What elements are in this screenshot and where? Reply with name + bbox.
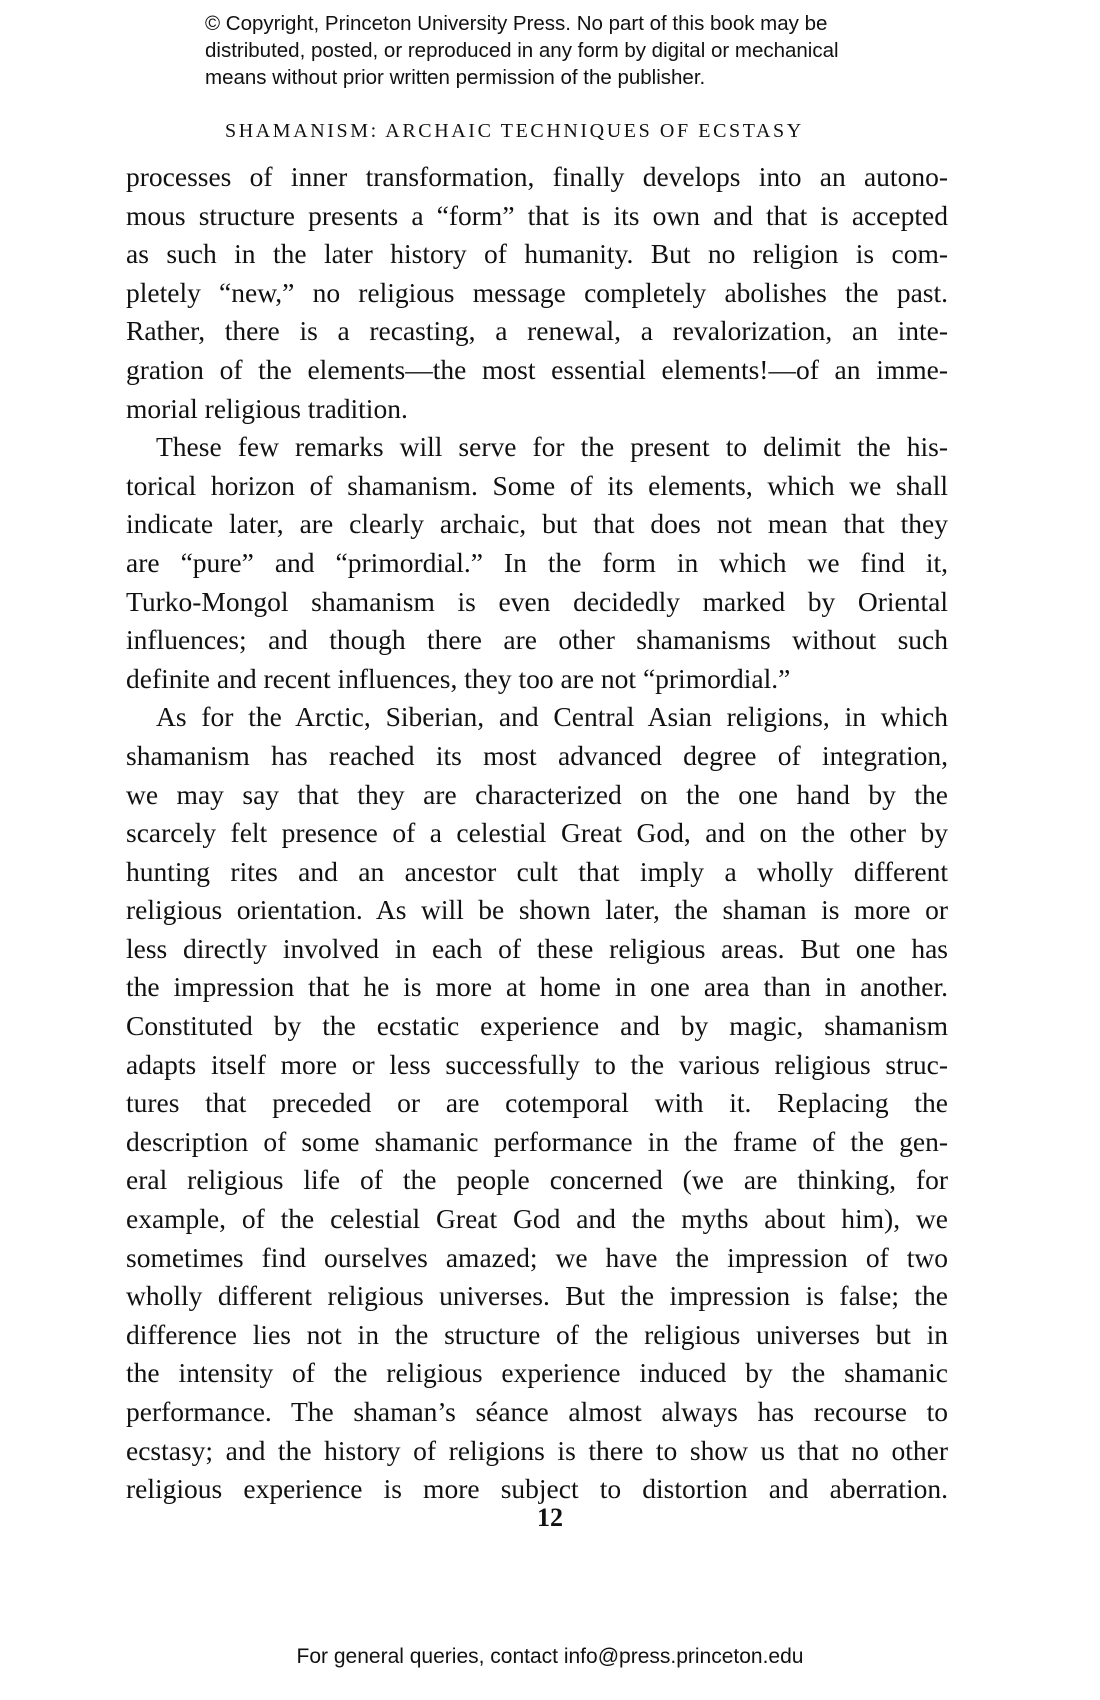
text-line: influences; and though there are other shamanisms without such — [126, 624, 948, 656]
text-line: ecstasy; and the history of religions is there to show us that no other — [126, 1434, 948, 1466]
text-line: pletely “new,” no religious message completely abolishes the past. — [126, 276, 948, 308]
running-head: SHAMANISM: ARCHAIC TECHNIQUES OF ECSTASY — [225, 120, 804, 142]
text-line: the intensity of the religious experience induced by the shamanic — [126, 1357, 948, 1389]
text-line: description of some shamanic performance in the frame of the gen- — [126, 1125, 948, 1157]
text-line: we may say that they are characterized on the one hand by the — [126, 778, 948, 810]
text-line: sometimes find ourselves amazed; we have the impression of two — [126, 1241, 948, 1273]
copyright-notice — [205, 10, 965, 91]
text-line: wholly different religious universes. But the impression is false; the — [126, 1280, 948, 1312]
text-line: Turko-Mongol shamanism is even decidedly marked by Oriental — [126, 585, 948, 617]
text-line: tures that preceded or are cotemporal with it. Replacing the — [126, 1087, 948, 1119]
body-text — [126, 158, 948, 1509]
text-line: Constituted by the ecstatic experience and by magic, shamanism — [126, 1010, 948, 1042]
paragraph — [126, 158, 948, 428]
text-line: Rather, there is a recasting, a renewal, a revalorization, an inte- — [126, 315, 948, 347]
copyright-line: © Copyright, Princeton University Press. No part of this book may be — [205, 12, 828, 35]
text-line: as such in the later history of humanity. But no religion is com- — [126, 238, 948, 270]
text-line: processes of inner transformation, finally develops into an autono- — [126, 161, 948, 192]
text-line: torical horizon of shamanism. Some of its elements, which we shall — [126, 469, 948, 501]
text-line: morial religious tradition. — [126, 392, 408, 424]
text-line: are “pure” and “primordial.” In the form in which we find it, — [126, 546, 948, 578]
text-line: As for the Arctic, Siberian, and Central Asian religions, in which — [156, 701, 948, 733]
copyright-line: distributed, posted, or reproduced in any form by digital or mechanical — [205, 39, 839, 62]
text-line: the impression that he is more at home in one area than in another. — [126, 971, 948, 1003]
text-line: religious experience is more subject to distortion and aberration. — [126, 1473, 948, 1505]
text-line: hunting rites and an ancestor cult that imply a wholly different — [126, 855, 948, 887]
text-line: definite and recent influences, they too are not “primordial.” — [126, 662, 791, 694]
text-line: example, of the celestial Great God and the myths about him), we — [126, 1203, 948, 1235]
footer-contact: For general queries, contact info@press.princeton.edu — [296, 1645, 804, 1668]
text-line: gration of the elements—the most essential elements!—of an imme- — [126, 353, 948, 385]
text-line: scarcely felt presence of a celestial Great God, and on the other by — [126, 817, 948, 849]
text-line: performance. The shaman’s séance almost always has recourse to — [126, 1396, 948, 1427]
page-number: 12 — [537, 1503, 563, 1532]
text-line: mous structure presents a “form” that is its own and that is accepted — [126, 199, 948, 231]
text-line: adapts itself more or less successfully to the various religious struc- — [126, 1048, 948, 1080]
text-line: less directly involved in each of these religious areas. But one has — [126, 932, 948, 964]
text-line: eral religious life of the people concerned (we are thinking, for — [126, 1164, 948, 1196]
text-line: religious orientation. As will be shown later, the shaman is more or — [126, 894, 948, 926]
text-line: difference lies not in the structure of the religious universes but in — [126, 1318, 948, 1350]
text-line: These few remarks will serve for the present to delimit the his- — [156, 431, 948, 463]
text-line: indicate later, are clearly archaic, but that does not mean that they — [126, 508, 948, 540]
paragraph — [126, 428, 948, 698]
paragraph — [126, 698, 948, 1508]
text-line: shamanism has reached its most advanced degree of integration, — [126, 739, 948, 771]
copyright-line: means without prior written permission of the publisher. — [205, 66, 706, 89]
